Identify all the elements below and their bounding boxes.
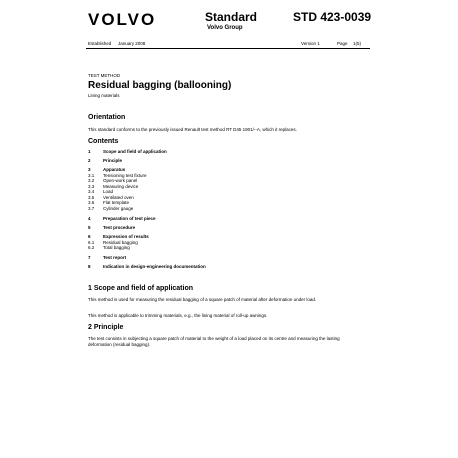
header-rule — [86, 48, 370, 49]
contents-heading: Contents — [88, 138, 119, 145]
toc-item-label: Ventilated oven — [103, 195, 134, 200]
toc-item-number: 3.6 — [88, 200, 95, 205]
section1-heading: 1 Scope and field of application — [88, 285, 194, 292]
toc-item-number: 3.2 — [88, 178, 95, 183]
section2-heading: 2 Principle — [88, 324, 124, 331]
toc-item-number: 8 — [88, 264, 91, 269]
toc-item-label: Preparation of test piece — [103, 216, 156, 221]
toc-item — [88, 264, 308, 270]
toc-item-number: 3.1 — [88, 173, 95, 178]
toc-item-number: 4 — [88, 216, 91, 221]
section1-paragraph-2: This method is applicable to trimming materials, e.g., the lining material of roll-up awnings. — [88, 313, 268, 318]
volvo-logo: VOLVO — [88, 10, 157, 29]
page-label: Page — [337, 41, 348, 46]
toc-item-number: 2 — [88, 158, 91, 163]
toc-item-label: Residual bagging — [103, 240, 138, 245]
version-label: Version 1 — [301, 41, 320, 46]
toc-item-label: Test report — [103, 255, 127, 260]
toc-item-label: Apparatus — [103, 167, 126, 172]
toc-item-number: 3.3 — [88, 184, 95, 189]
toc-item-label: Indication in design-engineering documentation — [103, 264, 206, 269]
toc-item-label: Load — [103, 189, 114, 194]
toc-item-label: Test procedure — [103, 225, 136, 230]
toc-item-number: 3.5 — [88, 195, 95, 200]
page-value: 1(5) — [353, 41, 362, 46]
toc-item-label: Scope and field of application — [103, 149, 167, 154]
section2-paragraph-1: The test consists in subjecting a square patch of material to the weight of a load placed on its centre and measuring the lasting deformation (residual bagging). — [88, 336, 340, 347]
orientation-heading: Orientation — [88, 114, 126, 121]
toc-item — [88, 216, 308, 222]
toc-item-number: 7 — [88, 255, 91, 260]
toc-item-number: 5 — [88, 225, 91, 230]
toc-item — [88, 245, 308, 251]
toc-item-label: Measuring device — [103, 184, 139, 189]
toc-item-label: Tensioning test fixture — [103, 173, 147, 178]
section1-paragraph-1: This method is used for measuring the residual bagging of a square patch of material after deformation under load. — [88, 297, 317, 302]
toc-item — [88, 225, 308, 231]
toc-item-label: Cylinder gauge — [103, 206, 134, 211]
standard-title: Standard — [205, 10, 258, 24]
toc-item-label: Open-work panel — [103, 178, 138, 183]
toc-item — [88, 158, 308, 164]
toc-item-number: 6 — [88, 234, 91, 239]
doc-subtitle: Lining materials — [88, 93, 120, 98]
standard-number: STD 423-0039 — [293, 10, 372, 24]
toc-item-label: Total bagging — [103, 245, 130, 250]
toc-item-label: Expression of results — [103, 234, 149, 239]
doc-title: Residual bagging (ballooning) — [88, 80, 232, 91]
established-value: January 2008 — [118, 41, 146, 46]
standard-subtitle: Volvo Group — [207, 25, 243, 31]
toc-item-number: 1 — [88, 149, 91, 154]
toc-item-label: Principle — [103, 158, 123, 163]
established-label: Established — [88, 41, 112, 46]
toc-item-number: 3.7 — [88, 206, 95, 211]
toc-item — [88, 255, 308, 261]
toc-item — [88, 149, 308, 155]
toc-item-label: Flat template — [103, 200, 130, 205]
toc-item-number: 3.4 — [88, 189, 95, 194]
doc-category: TEST METHOD — [88, 73, 121, 78]
orientation-text: This standard conforms to the previously issued Renault test method RT D45 1901/--A, which it replaces. — [88, 127, 297, 132]
toc-item-number: 6.1 — [88, 240, 95, 245]
toc-item — [88, 206, 308, 212]
toc-item-number: 6.2 — [88, 245, 95, 250]
toc-item-number: 3 — [88, 167, 91, 172]
